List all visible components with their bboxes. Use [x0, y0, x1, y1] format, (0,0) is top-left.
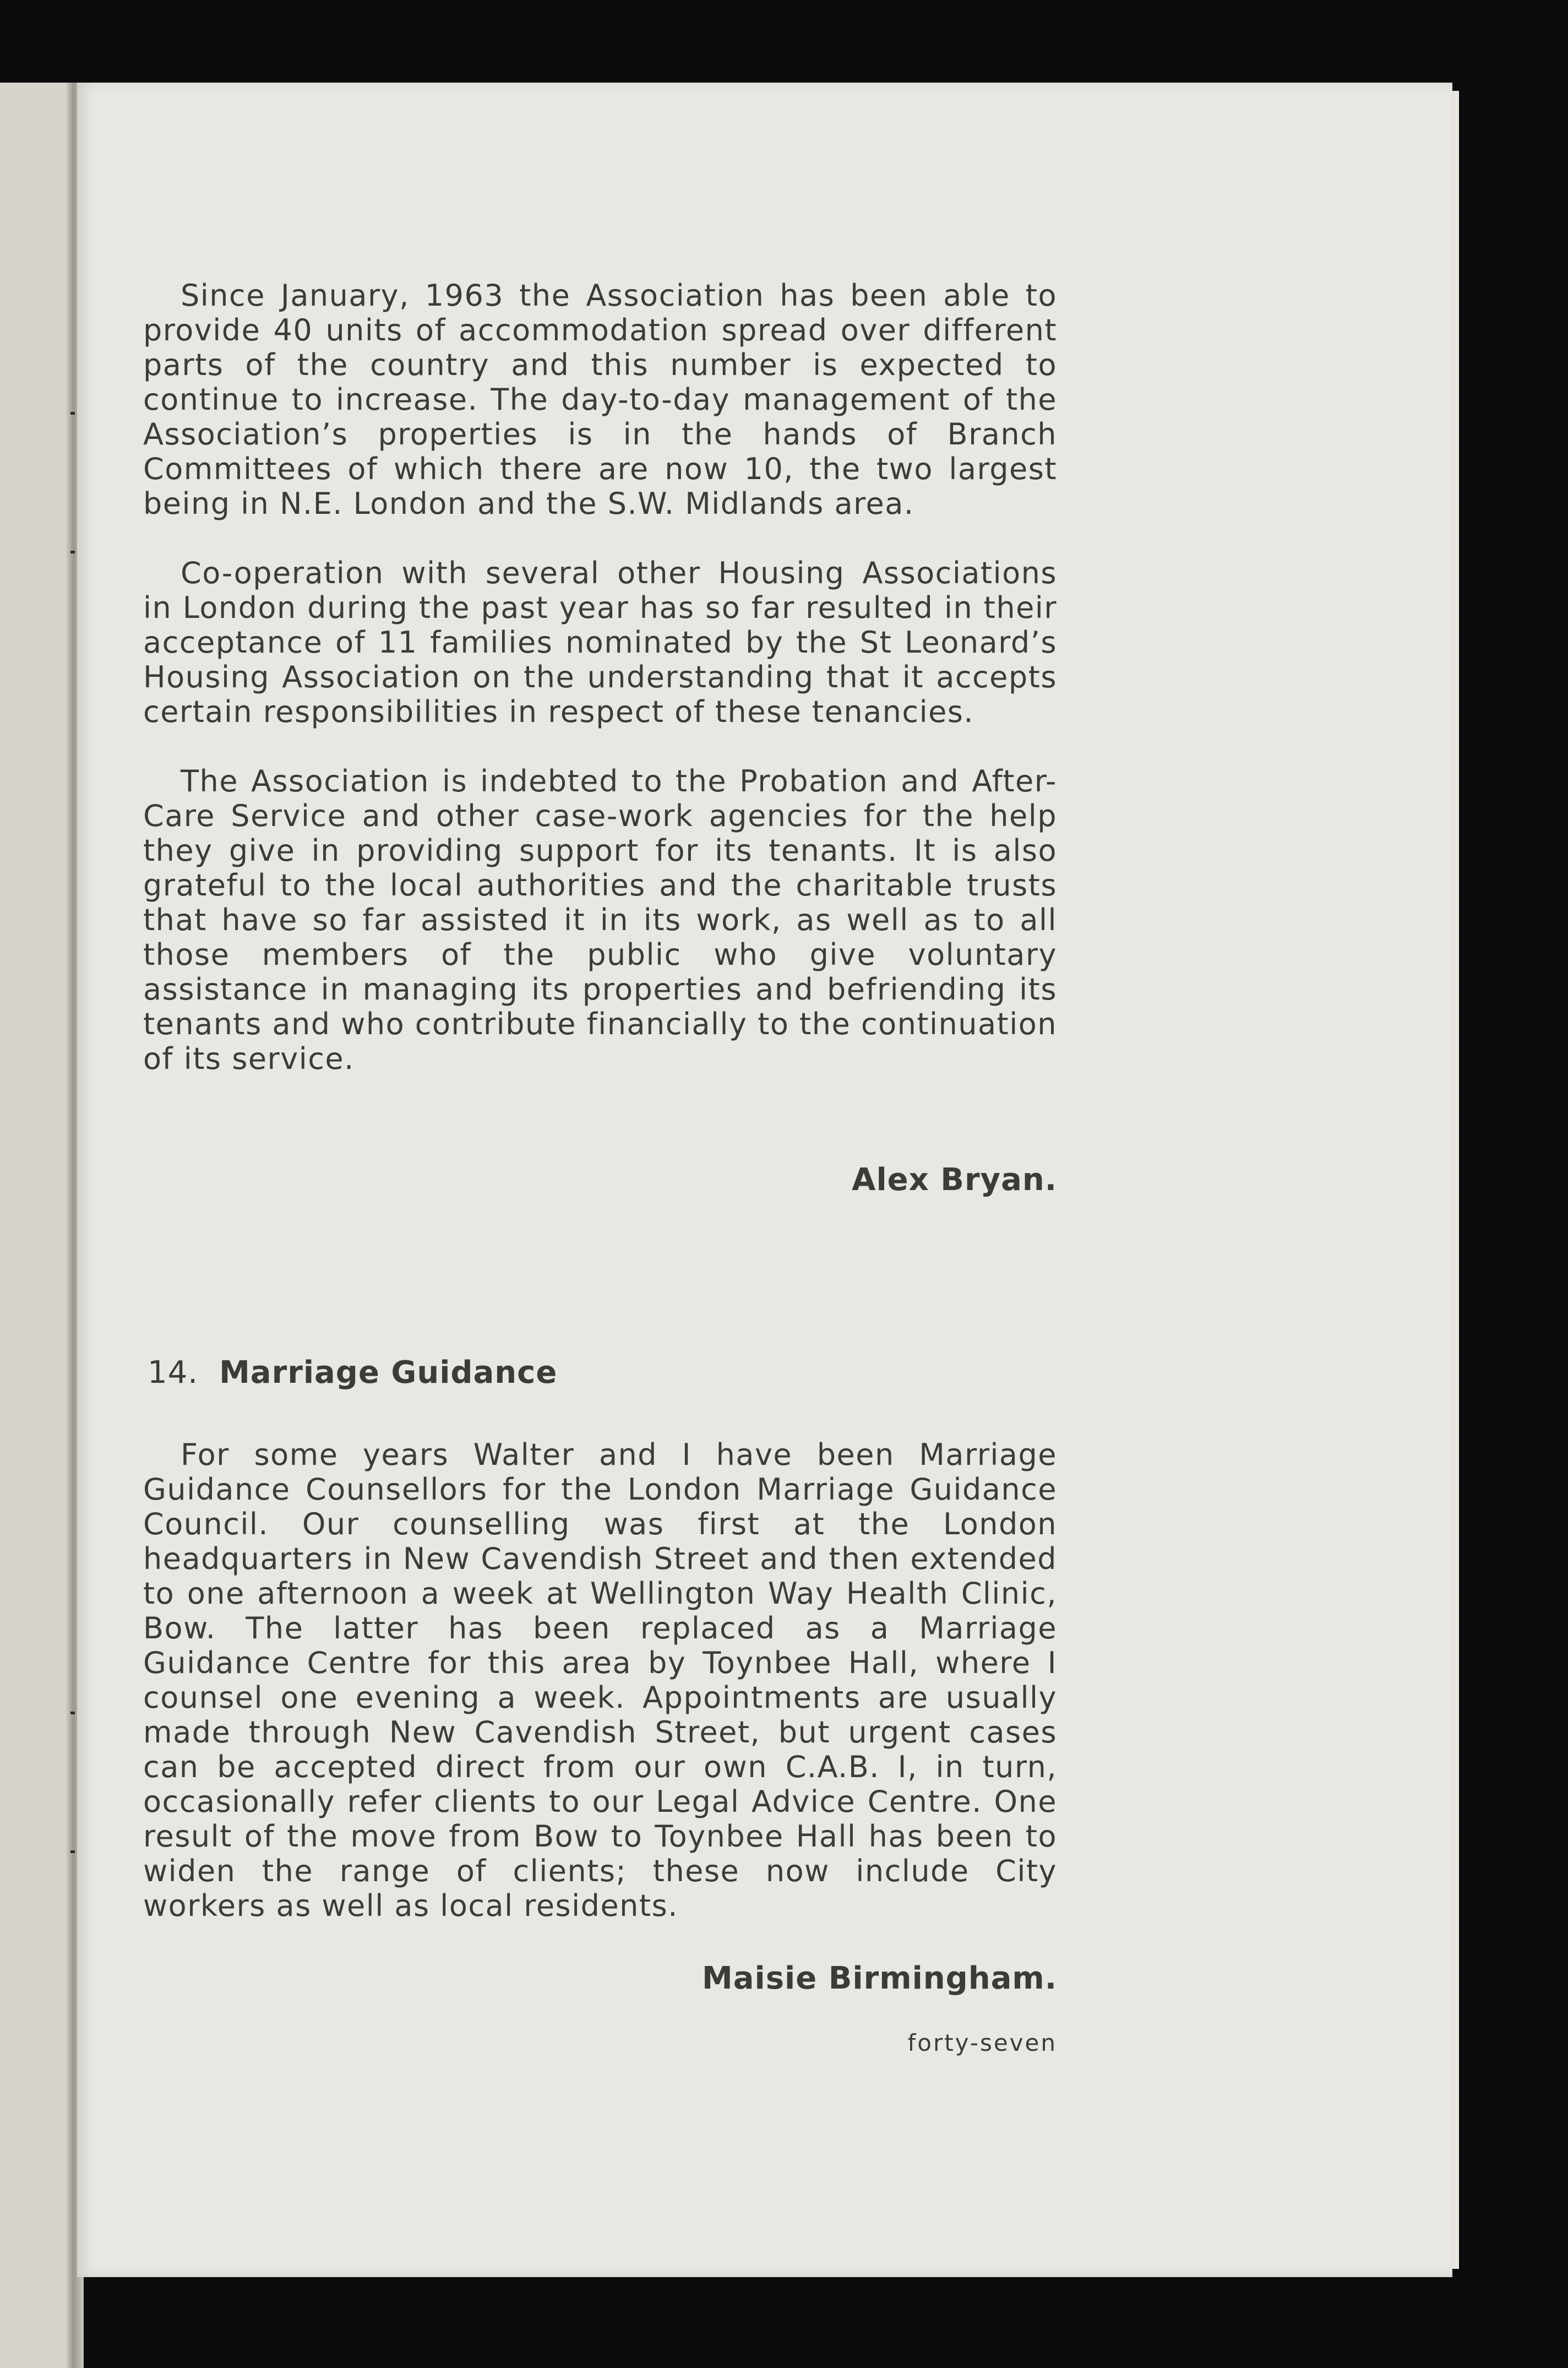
housing-association-text — [143, 278, 1057, 1076]
margin-mark — [70, 412, 75, 415]
section-heading — [148, 1355, 557, 1391]
paragraph-accommodation: Since January, 1963 the Association has been able to provide 40 units of accommodation spread over different parts of the country and this number is expected to continue to increase. The day-to-day management of the Association’s properties is in the hands of Branch Committees of which there are now 10, the two largest being in N.E. London and the S.W. Midlands area. — [143, 278, 1057, 521]
page-number: forty-seven — [907, 2029, 1057, 2056]
left-page-edge — [0, 83, 73, 2368]
margin-mark — [70, 1850, 75, 1853]
marriage-guidance-text — [143, 1437, 1057, 1923]
signature-alex-bryan: Alex Bryan. — [852, 1162, 1057, 1198]
paragraph-marriage-guidance: For some years Walter and I have been Marriage Guidance Counsellors for the London Marriage Guidance Council. Our counselling was first at the London headquarters in New Cavendish Street and then extended to one afternoon a week at Wellington Way Health Clinic, Bow. The latter has been replaced as a Marriage Guidance Centre for this area by Toynbee Hall, where I counsel one evening a week. Appointments are usually made through New Cavendish Street, but urgent cases can be accepted direct from our own C.A.B. I, in turn, occasionally refer clients to our Legal Advice Centre. One result of the move from Bow to Toynbee Hall has been to widen the range of clients; these now include City workers as well as local residents. — [143, 1437, 1057, 1923]
section-title: Marriage Guidance — [219, 1355, 558, 1391]
signature-maisie-birmingham: Maisie Birmingham. — [702, 1960, 1057, 1996]
section-number: 14. — [148, 1355, 199, 1391]
paragraph-gratitude: The Association is indebted to the Probation and After-Care Service and other case-work agencies for the help they give in providing support for its tenants. It is also grateful to the local authorities and the charitable trusts that have so far assisted it in its work, as well as to all those members of the public who give voluntary assistance in managing its properties and befriending its tenants and who contribute financially to the continuation of its service. — [143, 764, 1057, 1076]
paragraph-cooperation: Co-operation with several other Housing Associations in London during the past year has so far resulted in their acceptance of 11 families nominated by the St Leonard’s Housing Association on the understanding that it accepts certain responsibilities in respect of these tenancies. — [143, 556, 1057, 729]
margin-mark — [70, 551, 75, 553]
margin-mark — [70, 1712, 75, 1714]
